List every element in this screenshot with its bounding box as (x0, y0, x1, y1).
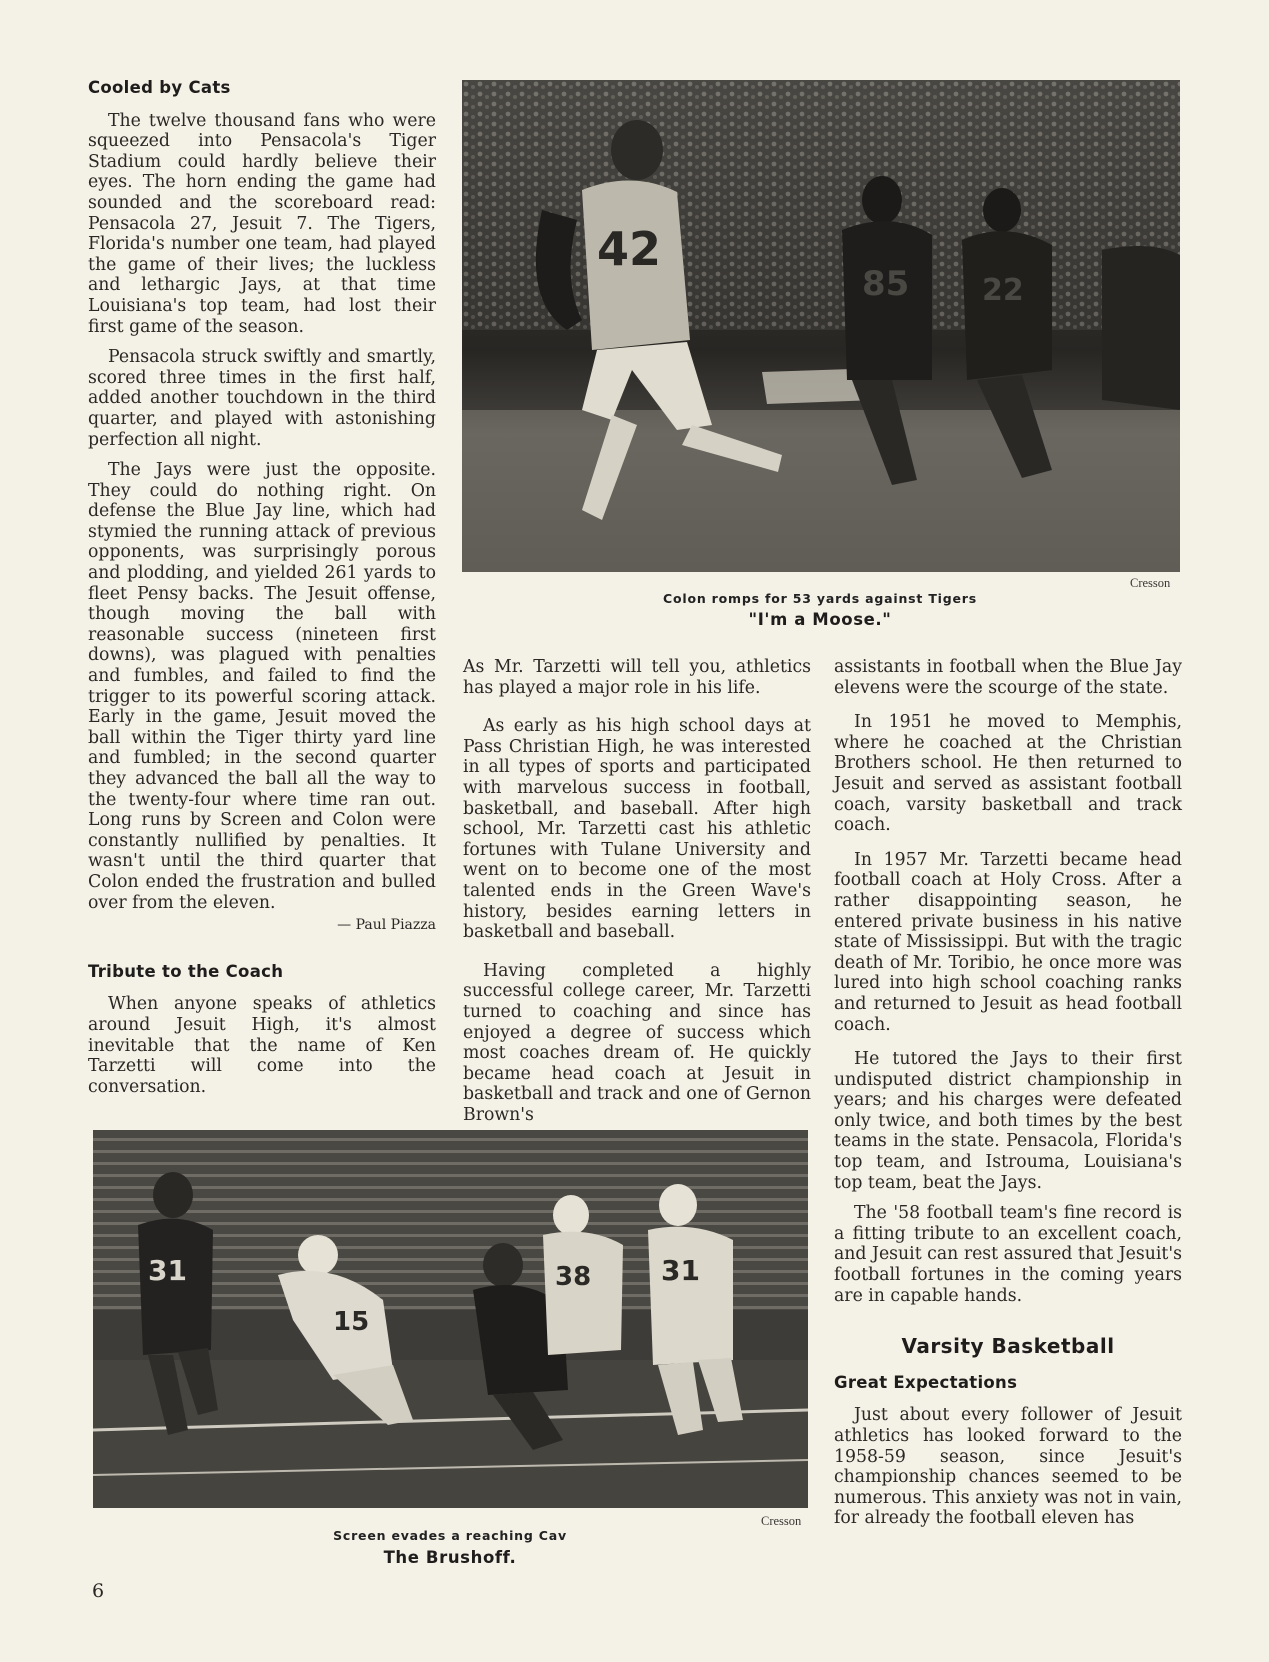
heading-tribute: Tribute to the Coach (88, 961, 284, 981)
paragraph: assistants in football when the Blue Jay elevens were the scourge of the state. (834, 657, 1182, 698)
article-tribute-col2 (463, 657, 811, 1135)
jersey-number: 38 (555, 1262, 592, 1292)
caption-title-top: "I'm a Moose." (748, 610, 892, 629)
jersey-number: 15 (333, 1307, 370, 1337)
photo-credit-bottom: Cresson (761, 1514, 802, 1528)
jersey-number: 31 (661, 1254, 700, 1287)
paragraph: The twelve thousand fans who were squeezed into Pensacola's Tiger Stadium could hardly believe their eyes. The horn ending the game had sounded and the scoreboard read: Pensacola 27, Jesuit 7. The Tigers, Florida's number one team, had played the game of their lives; the luckless and lethargic Jays, at that time Louisiana's top team, had lost their first game of the season. (88, 110, 436, 337)
section-title-basketball: Varsity Basketball (901, 1334, 1115, 1359)
jersey-number: 31 (148, 1254, 187, 1287)
paragraph: In 1951 he moved to Memphis, where he coached at the Christian Brothers school. He then returned to Jesuit and served as assistant football coach, varsity basketball and track coach. (834, 712, 1182, 836)
paragraph: In 1957 Mr. Tarzetti became head football coach at Holy Cross. After a rather disappointing season, he entered private business in his native state of Mississippi. But with the tragic death of Mr. Toribio, he once more was lured into high school coaching ranks and returned to Jesuit as head football coach. (834, 849, 1182, 1035)
heading-great-expectations: Great Expectations (834, 1372, 1018, 1392)
caption-top: Colon romps for 53 yards against Tigers (663, 591, 977, 606)
paragraph: Just about every follower of Jesuit athletics has looked forward to the 1958-59 season, since Jesuit's championship chances seemed to be numerous. This anxiety was not in vain, for already the football eleven has (834, 1405, 1182, 1529)
photo-credit-top: Cresson (1130, 576, 1171, 590)
paragraph: The '58 football team's fine record is a fitting tribute to an excellent coach, and Jesuit can rest assured that Jesuit's football fortunes in the coming years are in capable hands. (834, 1203, 1182, 1306)
byline: — Paul Piazza (337, 917, 436, 934)
caption-bottom: Screen evades a reaching Cav (333, 1528, 567, 1543)
jersey-number: 85 (862, 264, 910, 304)
paragraph: Having completed a highly successful college career, Mr. Tarzetti turned to coaching and since has enjoyed a degree of success which most coaches dream of. He quickly became head coach at Jesuit in basketball and track and one of Gernon Brown's (463, 960, 811, 1125)
article-tribute-col3 (834, 657, 1182, 1539)
paragraph: As Mr. Tarzetti will tell you, athletics has played a major role in his life. (463, 657, 811, 698)
paragraph: As early as his high school days at Pass Christian High, he was interested in all types of sports and participated with marvelous success in football, basketball, and baseball. After high school, Mr. Tarzetti cast his athletic fortunes with Tulane University and went on to become one of the most talented ends in the Green Wave's history, besides earning letters in basketball and baseball. (463, 716, 811, 943)
paragraph: When anyone speaks of athletics around Jesuit High, it's almost inevitable that the name of Ken Tarzetti will come into the conversation. (88, 994, 436, 1097)
page-number: 6 (92, 1580, 105, 1602)
caption-title-bottom: The Brushoff. (383, 1548, 517, 1567)
article-cooled-by-cats (88, 78, 436, 1107)
jersey-number: 42 (597, 222, 662, 276)
photo-image (462, 80, 1180, 572)
heading-cooled-by-cats: Cooled by Cats (88, 78, 231, 97)
photo-colon-romps (462, 80, 1180, 572)
photo-brushoff (93, 1130, 808, 1508)
paragraph: The Jays were just the opposite. They could do nothing right. On defense the Blue Jay line, which had stymied the running attack of previous opponents, was surprisingly porous and plodding, and yielded 261 yards to fleet Pensy backs. The Jesuit offense, though moving the ball with reasonable success (nineteen first downs), was plagued with penalties and fumbles, and failed to find the trigger to its powerful scoring attack. Early in the game, Jesuit moved the ball within the Tiger thirty yard line and fumbled; in the second quarter they advanced the ball all the way to the twenty-four where time ran out. Long runs by Screen and Colon were constantly nullified by penalties. It wasn't until the third quarter that Colon ended the frustration and bulled over from the eleven. (88, 460, 436, 913)
jersey-number: 22 (982, 273, 1024, 308)
paragraph: Pensacola struck swiftly and smartly, scored three times in the first half, added another touchdown in the third quarter, and played with astonishing perfection all night. (88, 347, 436, 450)
photo-image (93, 1130, 808, 1508)
paragraph: He tutored the Jays to their first undisputed district championship in years; and his charges were defeated only twice, and both times by the best teams in the state. Pensacola, Florida's top team, and Istrouma, Louisiana's top team, beat the Jays. (834, 1049, 1182, 1193)
